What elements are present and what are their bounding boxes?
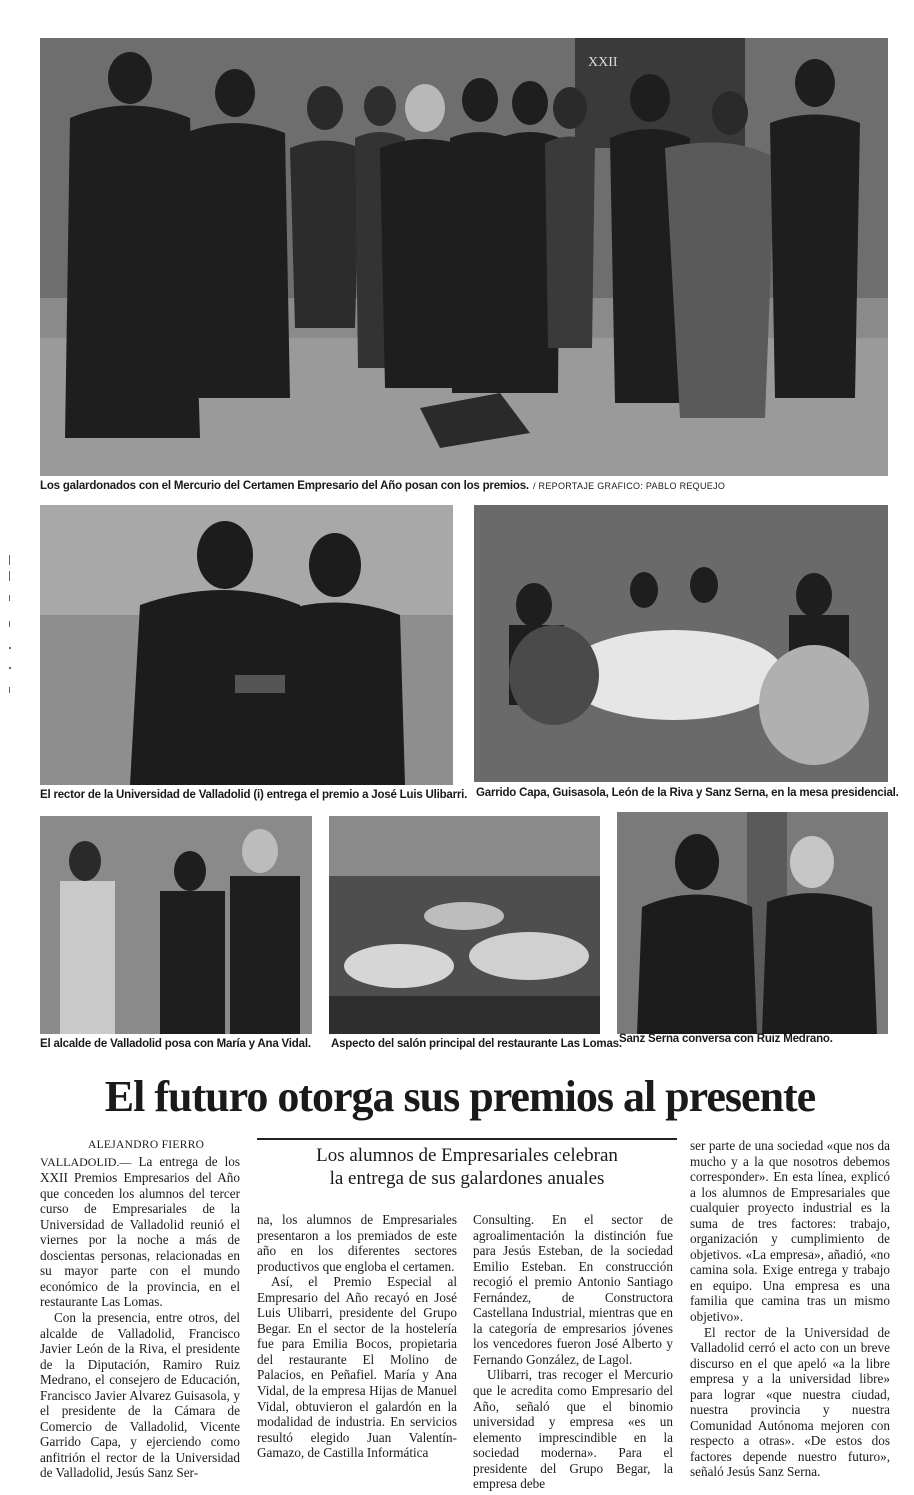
dateline: VALLADOLID.—: [40, 1154, 132, 1169]
conversa-photo: [617, 812, 888, 1034]
mesa-presidencial-photo: [474, 505, 888, 782]
alcalde-caption: El alcalde de Valladolid posa con María y Ana Vidal.: [40, 1038, 311, 1050]
article-column-1: [40, 1138, 240, 1481]
article-column-2: [257, 1212, 457, 1461]
salon-caption: Aspecto del salón principal del restaurante Las Lomas.: [331, 1038, 622, 1050]
subheadline: [257, 1138, 677, 1190]
article-column-4: [690, 1138, 890, 1480]
main-caption-text: Los galardonados con el Mercurio del Certamen Empresario del Año posan con los premios.: [40, 480, 529, 492]
subheadline-line-2: la entrega de sus galardones anuales: [329, 1168, 605, 1189]
banner-text: XXII: [588, 55, 618, 70]
article-column-3: [473, 1212, 673, 1492]
byline: ALEJANDRO FIERRO: [88, 1139, 205, 1151]
salon-photo: [329, 816, 600, 1034]
alcalde-photo: [40, 816, 312, 1034]
paragraph: [40, 1154, 240, 1310]
mesa-caption: Garrido Capa, Guisasola, León de la Riva y Sanz Serna, en la mesa presidencial.: [476, 787, 899, 799]
photo-credit: / REPORTAJE GRAFICO: PABLO REQUEJO: [532, 481, 726, 491]
rector-caption: El rector de la Universidad de Valladolid (i) entrega el premio a José Luis Ulibarri.: [40, 789, 468, 801]
rector-photo: [40, 505, 453, 785]
conversa-caption: Sanz Serna conversa con Ruiz Medrano.: [619, 1033, 833, 1045]
paragraph: na, los alumnos de Empresariales presentaron a los premiados de este año en los diferentes sectores productivos que engloba el certamen.: [257, 1212, 457, 1274]
paragraph: ser parte de una sociedad «que nos da mucho y a la que nosotros debemos corresponder». En esta línea, explicó a los alumnos de Empresariales que cualquier proyecto industrial es la suma de tres factores: trabajo, organización y cumplimiento de objetivos. «La empresa», añadió, «no camina sola. Exige entrega y trabajo en equipo. Una empresa es una familia que camina tras un mismo objetivo».: [690, 1138, 890, 1325]
paragraph-text: La entrega de los XXII Premios Empresarios del Año que conceden los alumnos del tercer curso de Empresariales de la Universidad de Valladolid reunió el viernes por la noche a más de doscientas personas, relacionadas en su mayor parte con el mundo económico de la provincia, en el restaurante Las Lomas.: [40, 1153, 240, 1310]
paragraph: Con la presencia, entre otros, del alcalde de Valladolid, Francisco Javier León de la Riva, el presidente de la Diputación, Ramiro Ruiz Medrano, el consejero de Educación, Francisco Javier Alvarez Guisasola, y el presidente de la Cámara de Comercio de Valladolid, Vicente Garrido Capa, y ejerciendo como anfitrión el rector de la Universidad de Valladolid, Jesús Sanz Ser-: [40, 1310, 240, 1481]
paragraph: Ulibarri, tras recoger el Mercurio que le acredita como Empresario del Año, señaló que el binomio universidad y empresa «es un elemento imprescindible en la sociedad moderna». Para el presidente del Grupo Begar, la empresa debe: [473, 1367, 673, 1492]
headline: El futuro otorga sus premios al presente: [104, 1072, 816, 1121]
main-photo-caption: [40, 479, 725, 493]
paragraph: Consulting. En el sector de agroalimentación la distinción fue para Jesús Esteban, de la sociedad Emilio Esteban. En construcción recogió el premio Antonio Santiago Fernández, de Constructora Castellana Industrial, mientras que en la categoría de empresarios jóvenes los vencedores fueron José Alberto y Fernando González, de Lagol.: [473, 1212, 673, 1367]
group-photo: [40, 38, 888, 476]
paragraph: Así, el Premio Especial al Empresario del Año recayó en José Luis Ulibarri, presidente del Grupo Begar. En el sector de la hostelería fue para Emilia Bocos, propietaria del restaurante El Molino de Palacios, en Peñafiel. María y Ana Vidal, de la empresa Hijas de Manuel Vidal, obtuvieron el galardón en la modalidad de industria. En servicios resultó elegido Juan Valentín-Gamazo, de Castilla Informática: [257, 1274, 457, 1461]
subheadline-line-1: Los alumnos de Empresariales celebran: [316, 1145, 618, 1166]
margin-marks: [6, 555, 14, 693]
paragraph: El rector de la Universidad de Valladolid cerró el acto con un breve discurso en el que apeló «a la libre empresa y a la universidad libre» para lograr «que nuestra ciudad, nuestra provincia y nuestra Comunidad Autónoma mejoren con respecto a otras». «De estos dos factores depende nuestro futuro», señaló Jesús Sanz Serna.: [690, 1324, 890, 1480]
